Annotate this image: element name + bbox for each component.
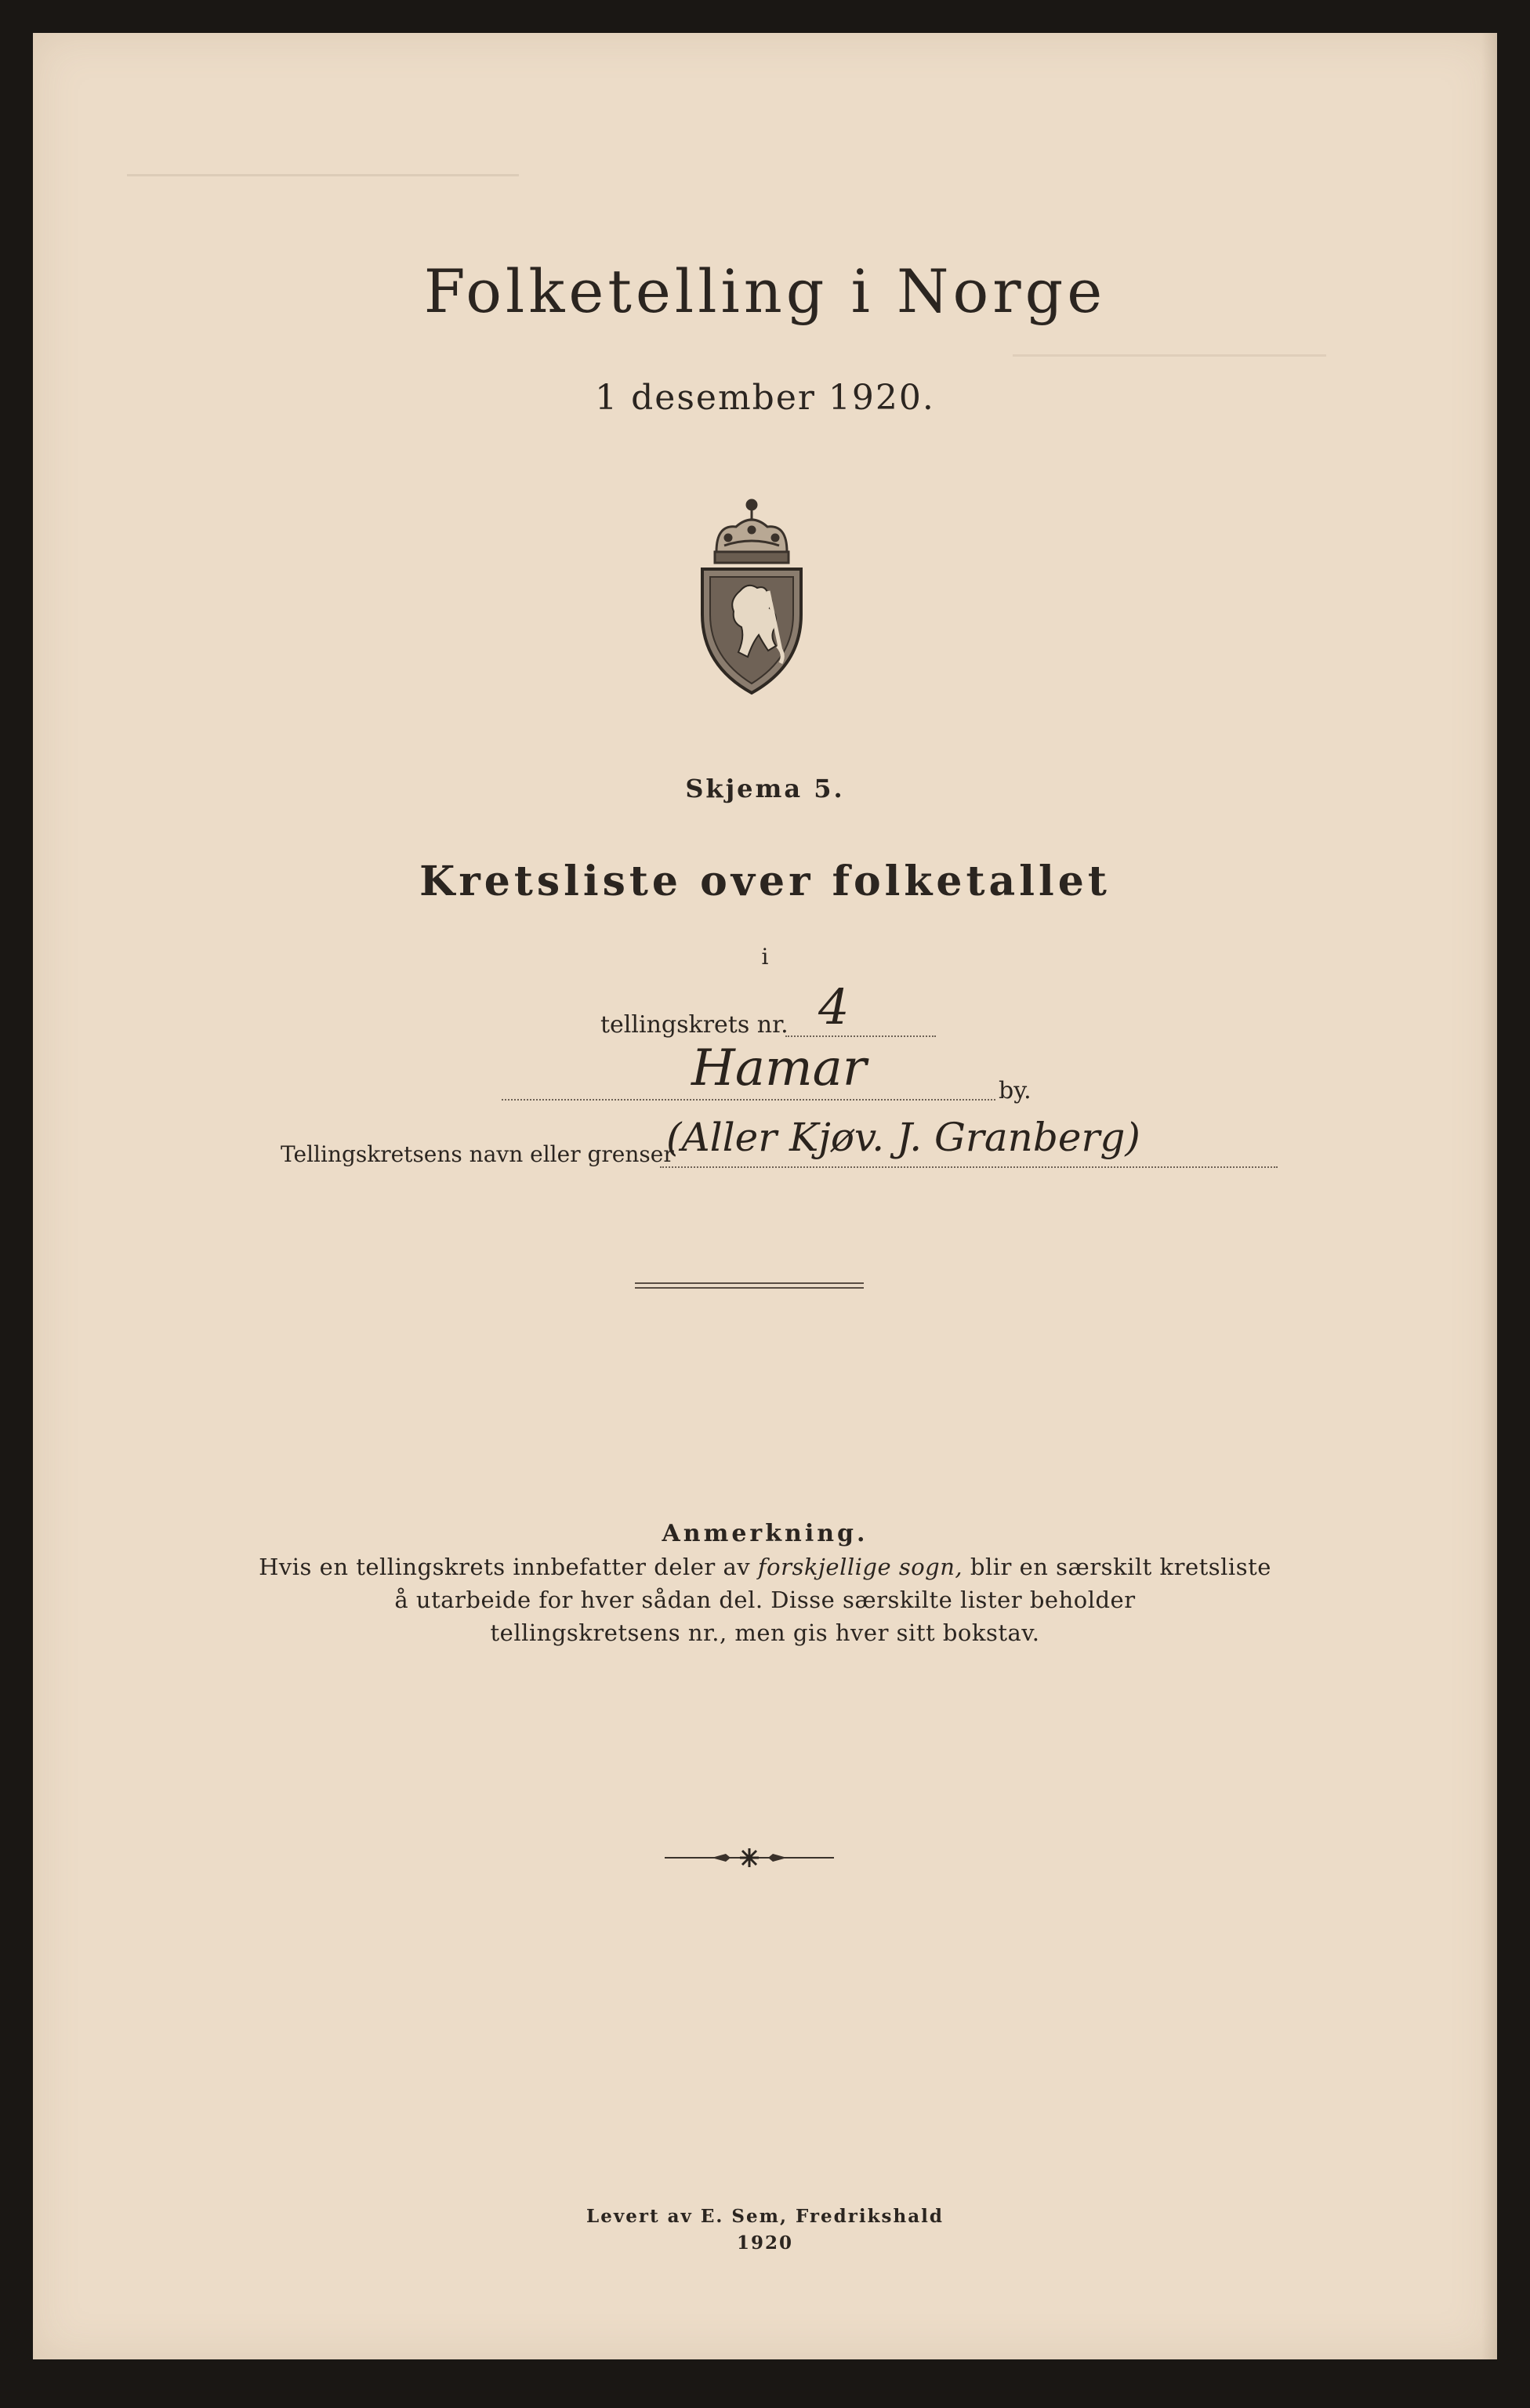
bleed-through-mark	[1013, 331, 1326, 357]
note-line-3: tellingskretsens nr., men gis hver sitt bokstav.	[490, 1619, 1040, 1646]
document-title: Folketelling i Norge	[423, 256, 1107, 326]
krets-number-line	[785, 1001, 936, 1037]
printer-year: 1920	[736, 2232, 793, 2254]
town-suffix: by.	[999, 1077, 1031, 1104]
printer-credit: Levert av E. Sem, Fredrikshald	[586, 2206, 944, 2227]
schema-number: Skjema 5.	[685, 774, 845, 803]
note-line-1	[33, 1554, 1497, 1580]
note-heading: Anmerkning.	[662, 1520, 868, 1547]
town-value: Hamar	[691, 1039, 867, 1097]
census-date: 1 desember 1920.	[595, 378, 935, 418]
names-label: Tellingskretsens navn eller grenser	[281, 1141, 674, 1167]
krets-number-value: 4	[818, 978, 850, 1035]
note-line-2: å utarbeide for hver sådan del. Disse særskilte lister beholder	[394, 1587, 1136, 1613]
bleed-through-mark	[127, 150, 519, 176]
ornament-divider-icon	[665, 1845, 834, 1870]
names-value: (Aller Kjøv. J. Granberg)	[666, 1115, 1140, 1160]
preposition-text: i	[761, 944, 769, 970]
census-form-page	[33, 33, 1497, 2359]
note-line-1-b: blir en særskilt kretsliste	[963, 1554, 1271, 1580]
divider-rule	[635, 1282, 864, 1284]
note-line-1-emphasis: forskjellige sogn,	[757, 1554, 963, 1580]
norwegian-coat-of-arms-icon	[693, 497, 810, 701]
note-line-1-a: Hvis en tellingskrets innbefatter deler av	[259, 1554, 758, 1580]
krets-label: tellingskrets nr.	[600, 1011, 789, 1039]
document-subtitle: Kretsliste over folketallet	[419, 858, 1111, 905]
divider-rule	[635, 1287, 864, 1289]
